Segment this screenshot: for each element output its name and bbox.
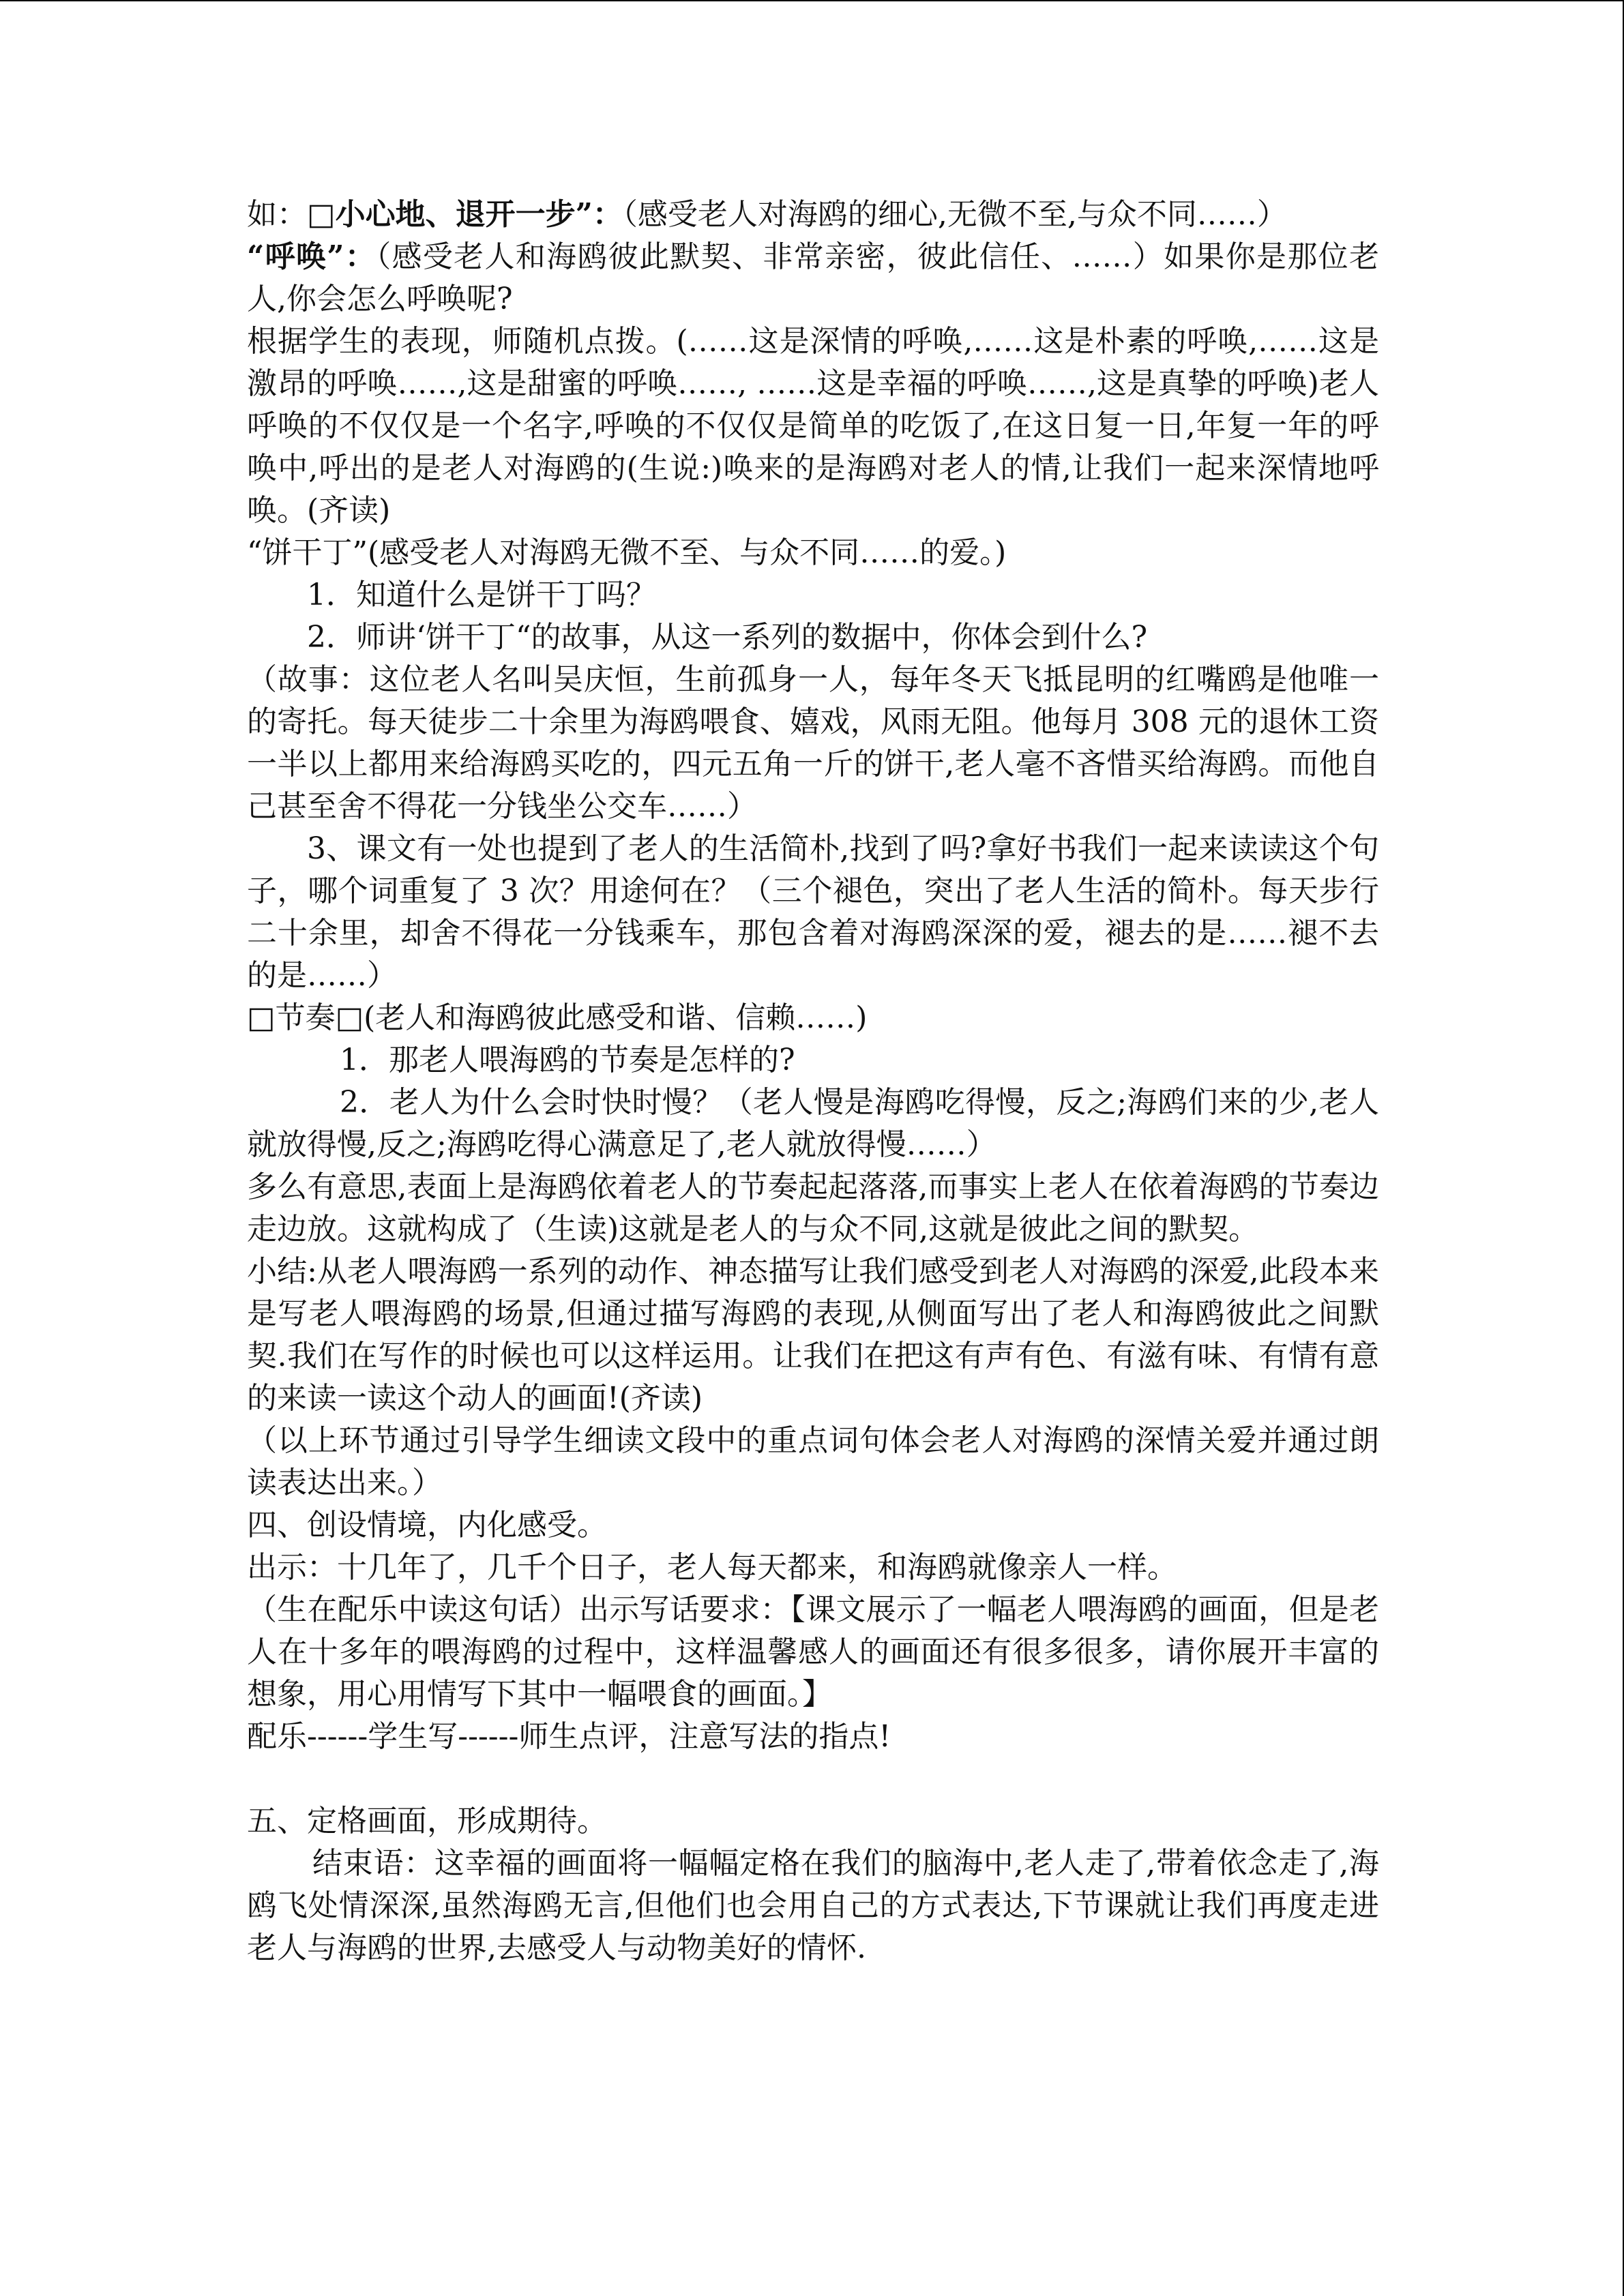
rhythm-item-2: 2．老人为什么会时快时慢？（老人慢是海鸥吃得慢，反之;海鸥们来的少,老人就放得慢,反之;海鸥吃得心满意足了,老人就放得慢……） — [247, 1085, 1379, 1162]
paragraph-calling — [247, 236, 1379, 320]
rhythm-item-1: 1．那老人喂海鸥的节奏是怎样的? — [340, 1043, 795, 1077]
paragraph-conclusion: 结束语：这幸福的画面将一幅幅定格在我们的脑海中,老人走了,带着依念走了,海鸥飞处情深深,虽然海鸥无言,但他们也会用自己的方式表达,下节课就让我们再度走进老人与海鸥的世界,去感受人与动物美好的情怀. — [247, 1846, 1379, 1965]
paragraph-text: （感受老人和海鸥彼此默契、非常亲密，彼此信任、……）如果你是那位老人,你会怎么呼唤呢? — [247, 239, 1379, 316]
paragraph-note: （以上环节通过引导学生细读文段中的重点词句体会老人对海鸥的深情关爱并通过朗读表达出来。） — [247, 1423, 1379, 1500]
paragraph-text: （感受老人对海鸥的细心,无微不至,与众不同……） — [622, 197, 1287, 232]
bold-phrase-cautious-step: □小心地、退开一步”： — [307, 197, 623, 232]
paragraph-writing-requirement: （生在配乐中读这句话）出示写话要求：【课文展示了一幅老人喂海鸥的画面，但是老人在十多年的喂海鸥的过程中，这样温馨感人的画面还有很多很多，请你展开丰富的想象，用心用情写下其中一幅喂食的画面。】 — [247, 1592, 1379, 1712]
paragraph-summary: 小结:从老人喂海鸥一系列的动作、神态描写让我们感受到老人对海鸥的深爱,此段本来是写老人喂海鸥的场景,但通过描写海鸥的表现,从侧面写出了老人和海鸥彼此之间默契.我们在写作的时候也可以这样运用。让我们在把这有声有色、有滋有味、有情有意的来读一读这个动人的画面!(齐读) — [247, 1254, 1379, 1416]
document-body — [247, 194, 1379, 1969]
list-item-2: 2．师讲‘饼干丁“的故事，从这一系列的数据中，你体会到什么? — [307, 620, 1148, 655]
blank-line — [247, 1758, 1379, 1800]
paragraph-cautious-step — [247, 194, 1379, 236]
paragraph-show: 出示：十几年了，几千个日子，老人每天都来，和海鸥就像亲人一样。 — [247, 1550, 1177, 1585]
section-heading-five: 五、定格画面，形成期待。 — [247, 1804, 607, 1838]
paragraph-lead: 如： — [247, 197, 307, 232]
bold-phrase-calling: “呼唤”： — [247, 239, 377, 274]
section-heading-four: 四、创设情境，内化感受。 — [247, 1508, 607, 1542]
paragraph-teacher-guidance: 根据学生的表现，师随机点拨。(……这是深情的呼唤,……这是朴素的呼唤,……这是激昂的呼唤……,这是甜蜜的呼唤……, ……这是幸福的呼唤……,这是真挚的呼唤)老人呼唤的不仅仅是一个名字,呼唤的不仅仅是简单的吃饭了,在这日复一日,年复一年的呼唤中,呼出的是老人对海鸥的(生说:)唤来的是海鸥对老人的情,让我们一起来深情地呼唤。(齐读) — [247, 324, 1379, 528]
paragraph-biscuit-bits: “饼干丁”(感受老人对海鸥无微不至、与众不同……的爱。) — [247, 535, 1007, 570]
paragraph-story: （故事：这位老人名叫吴庆恒，生前孤身一人，每年冬天飞抵昆明的红嘴鸥是他唯一的寄托。每天徒步二十余里为海鸥喂食、嬉戏，风雨无阻。他每月 308 元的退休工资一半以上都用来给海鸥买吃的，四元五角一斤的饼干,老人毫不吝惜买给海鸥。而他自己甚至舍不得花一分钱坐公交车……） — [247, 662, 1379, 824]
paragraph-rhythm: □节奏□(老人和海鸥彼此感受和谐、信赖……) — [247, 1000, 868, 1035]
paragraph-interesting: 多么有意思,表面上是海鸥依着老人的节奏起起落落,而事实上老人在依着海鸥的节奏边走边放。这就构成了（生读)这就是老人的与众不同,这就是彼此之间的默契。 — [247, 1169, 1379, 1247]
paragraph-music: 配乐------学生写------师生点评，注意写法的指点! — [247, 1719, 891, 1754]
list-item-1: 1．知道什么是饼干丁吗？ — [307, 578, 656, 612]
list-item-3: 3、课文有一处也提到了老人的生活简朴,找到了吗?拿好书我们一起来读读这个句子，哪个词重复了 3 次？用途何在？（三个褪色，突出了老人生活的简朴。每天步行二十余里，却舍不得花一分钱乘车，那包含着对海鸥深深的爱，褪去的是……褪不去的是……） — [247, 831, 1379, 993]
